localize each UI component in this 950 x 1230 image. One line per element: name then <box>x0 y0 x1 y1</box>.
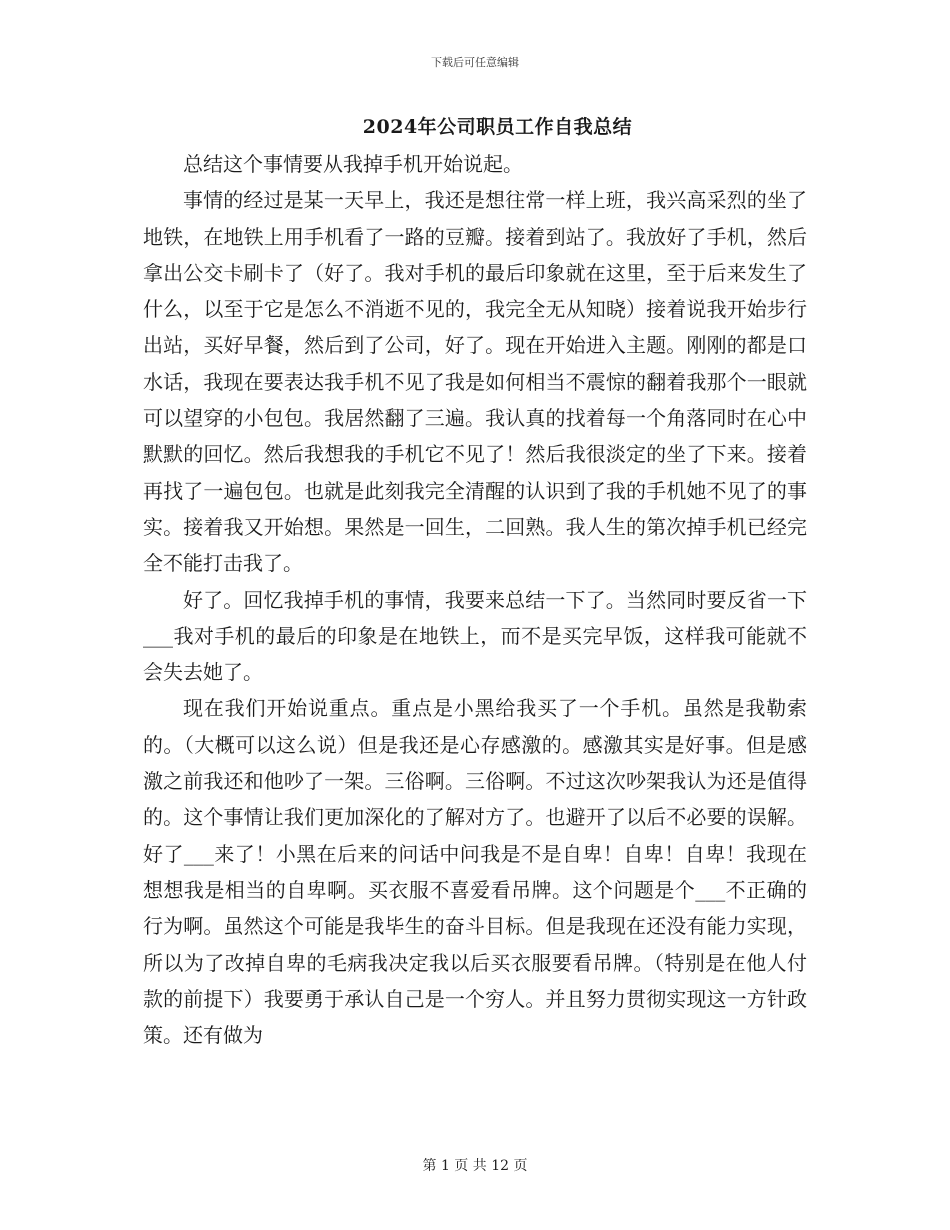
document-title: 2024年公司职员工作自我总结 <box>362 116 633 138</box>
paragraph: 现在我们开始说重点。重点是小黑给我买了一个手机。虽然是我勒索的。（大概可以这么说）但是我还是心存感激的。感激其实是好事。但是感激之前我还和他吵了一架。三俗啊。三俗啊。不过这次吵架我认为还是值得的。这个事情让我们更加深化的了解对方了。也避开了以后不必要的误解。好了___来了！小黑在后来的问话中问我是不是自卑！自卑！自卑！我现在想想我是相当的自卑啊。买衣服不喜爱看吊牌。这个问题是个___不正确的行为啊。虽然这个可能是我毕生的奋斗目标。但是我现在还没有能力实现，所以为了改掉自卑的毛病我决定我以后买衣服要看吊牌。（特别是在他人付款的前提下）我要勇于承认自己是一个穷人。并且努力贯彻实现这一方针政策。还有做为 <box>143 696 807 1048</box>
paragraph: 总结这个事情要从我掉手机开始说起。 <box>183 152 523 176</box>
document-body <box>143 146 807 1053</box>
paragraph: 好了。回忆我掉手机的事情，我要来总结一下了。当然同时要反省一下___我对手机的最后的印象是在地铁上，而不是买完早饭，这样我可能就不会失去她了。 <box>143 587 807 685</box>
paragraph: 事情的经过是某一天早上，我还是想往常一样上班，我兴高采烈的坐了地铁，在地铁上用手机看了一路的豆瓣。接着到站了。我放好了手机，然后拿出公交卡刷卡了（好了。我对手机的最后印象就在这里，至于后来发生了什么，以至于它是怎么不消逝不见的，我完全无从知晓）接着说我开始步行出站，买好早餐，然后到了公司，好了。现在开始进入主题。刚刚的都是口水话，我现在要表达我手机不见了我是如何相当不震惊的翻着我那个一眼就可以望穿的小包包。我居然翻了三遍。我认真的找着每一个角落同时在心中默默的回忆。然后我想我的手机它不见了！然后我很淡定的坐了下来。接着再找了一遍包包。也就是此刻我完全清醒的认识到了我的手机她不见了的事实。接着我又开始想。果然是一回生，二回熟。我人生的第次掉手机已经完全不能打击我了。 <box>143 188 807 576</box>
header-note: 下载后可任意编辑 <box>431 56 519 69</box>
page-number: 第 1 页 共 12 页 <box>422 1158 528 1174</box>
